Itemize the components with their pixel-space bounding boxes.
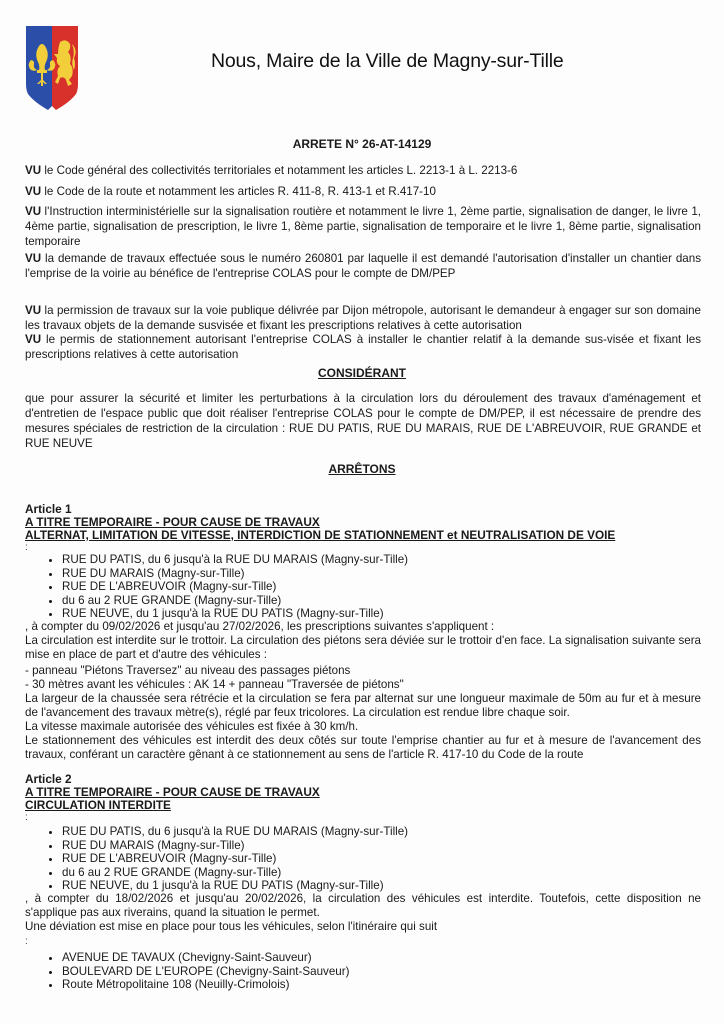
route-item: • AVENUE DE TAVAUX (Chevigny-Saint-Sauveur) [62, 951, 349, 965]
article2-street-list [46, 825, 408, 893]
vu-clause [25, 303, 701, 333]
article2-deviation: Une déviation est mise en place pour tous les véhicules, selon l'itinéraire qui suit [25, 920, 438, 933]
vu-clause [25, 163, 701, 178]
arrete-number: ARRETE N° 26-AT-14129 [292, 137, 432, 151]
vu-clause [25, 204, 701, 249]
vu-text: l'Instruction interministérielle sur la signalisation routière et notamment le livre 1, 2ème partie, signalisation de danger, le livre 1, 4ème partie, signalisation de prescription, le livre 1, 8ème partie, signalisation de temporaire et le livre 1, 8ème partie, signalisation temporaire [25, 205, 701, 248]
article2-colon2: : [25, 936, 28, 947]
article1-alternat: La largeur de la chaussée sera rétrécie et la circulation se fera par alternat sur une longueur maximale de 50m au fur et à mesure de l'avancement des travaux mètre(s), réglé par feux tricolores. La circulation est rendue libre chaque soir. [25, 692, 701, 719]
route-item: • Route Métropolitaine 108 (Neuilly-Crimolois) [62, 978, 349, 992]
considerant-text: que pour assurer la sécurité et limiter les perturbations à la circulation lors du déroulement des travaux d'aménagement et d'entretien de l'espace public que doit réaliser l'entreprise COLAS pour le compte de DM/PEP, il est nécessaire de prendre des mesures spéciales de restriction de la circulation : RUE DU PATIS, RUE DU MARAIS, RUE DE L'ABREUVOIR, RUE GRANDE et RUE NEUVE [25, 392, 701, 450]
vu-prefix: VU [25, 304, 42, 317]
article1-pedestrian: La circulation est interdite sur le trottoir. La circulation des piétons sera déviée sur le trottoir d'en face. La signalisation suivante sera mise en place de part et d'autre des véhicules : [25, 634, 701, 661]
article2-measures: CIRCULATION INTERDITE [25, 798, 171, 812]
article1-street-list [46, 553, 408, 621]
vu-text: la permission de travaux sur la voie publique délivrée par Dijon métropole, autorisant le demandeur à engager sur son domaine les travaux objets de la demande susvisée et fixant les prescriptions relatives à cette autorisation [25, 304, 701, 332]
street-item: • du 6 au 2 RUE GRANDE (Magny-sur-Tille) [62, 866, 408, 880]
vu-prefix: VU [25, 205, 42, 218]
vu-prefix: VU [25, 164, 42, 177]
article1-sign2: - 30 mètres avant les véhicules : AK 14 + panneau "Traversée de piétons" [25, 678, 404, 691]
vu-text: la demande de travaux effectuée sous le numéro 260801 par laquelle il est demandé l'autorisation d'installer un chantier dans l'emprise de la voirie au bénéfice de l'entreprise COLAS pour le compte de DM/PEP [25, 252, 701, 280]
street-item: • RUE DE L'ABREUVOIR (Magny-sur-Tille) [62, 580, 408, 594]
vu-clause [25, 184, 701, 199]
street-item: • RUE DU MARAIS (Magny-sur-Tille) [62, 567, 408, 581]
street-item: • RUE DE L'ABREUVOIR (Magny-sur-Tille) [62, 852, 408, 866]
street-item: • RUE DU PATIS, du 6 jusqu'à la RUE DU MARAIS (Magny-sur-Tille) [62, 825, 408, 839]
article1-subtitle: A TITRE TEMPORAIRE - POUR CAUSE DE TRAVAUX [25, 515, 320, 529]
arretons-heading: ARRÊTONS [328, 462, 396, 476]
article2-dates: , à compter du 18/02/2026 et jusqu'au 20/02/2026, la circulation des véhicules est interdite. Toutefois, cette disposition ne s'applique pas aux riverains, quand la situation le permet. [25, 892, 701, 919]
article1-dates: , à compter du 09/02/2026 et jusqu'au 27/02/2026, les prescriptions suivantes s'appliquent : [25, 620, 495, 633]
vu-text: le Code de la route et notamment les articles R. 411-8, R. 413-1 et R.417-10 [41, 185, 436, 198]
article2-title: Article 2 [25, 772, 72, 786]
article1-speed: La vitesse maximale autorisée des véhicules est fixée à 30 km/h. [25, 720, 359, 733]
article1-title: Article 1 [25, 502, 72, 516]
coat-of-arms-icon [24, 24, 80, 112]
street-item: • du 6 au 2 RUE GRANDE (Magny-sur-Tille) [62, 594, 408, 608]
vu-prefix: VU [25, 252, 42, 265]
article1-sign1: - panneau "Piétons Traversez" au niveau des passages piétons [25, 664, 351, 677]
street-item: • RUE DU MARAIS (Magny-sur-Tille) [62, 839, 408, 853]
article2-colon: : [25, 812, 28, 823]
street-item: • RUE NEUVE, du 1 jusqu'à la RUE DU PATIS (Magny-sur-Tille) [62, 879, 408, 893]
vu-clause [25, 251, 701, 281]
vu-text: le Code général des collectivités territoriales et notamment les articles L. 2213-1 à L. 2213-6 [41, 164, 518, 177]
mayor-heading: Nous, Maire de la Ville de Magny-sur-Tille [211, 50, 564, 72]
route-item: • BOULEVARD DE L'EUROPE (Chevigny-Saint-Sauveur) [62, 965, 349, 979]
article1-measures: ALTERNAT, LIMITATION DE VITESSE, INTERDICTION DE STATIONNEMENT et NEUTRALISATION DE VOIE [25, 528, 616, 542]
vu-prefix: VU [25, 333, 42, 346]
article1-parking: Le stationnement des véhicules est interdit des deux côtés sur toute l'emprise chantier au fur et à mesure de l'avancement des travaux, conférant un caractère gênant à ce stationnement au sens de l'article R. 417-10 du Code de la route [25, 734, 701, 761]
vu-clause [25, 332, 701, 362]
vu-text: le permis de stationnement autorisant l'entreprise COLAS à installer le chantier relatif à la demande sus-visée et fixant les prescriptions relatives à cette autorisation [25, 333, 701, 361]
article2-subtitle: A TITRE TEMPORAIRE - POUR CAUSE DE TRAVAUX [25, 785, 320, 799]
street-item: • RUE NEUVE, du 1 jusqu'à la RUE DU PATIS (Magny-sur-Tille) [62, 607, 408, 621]
considerant-heading: CONSIDÉRANT [317, 366, 406, 380]
article1-colon: : [25, 542, 28, 553]
street-item: • RUE DU PATIS, du 6 jusqu'à la RUE DU MARAIS (Magny-sur-Tille) [62, 553, 408, 567]
deviation-route-list [46, 951, 349, 992]
vu-prefix: VU [25, 185, 42, 198]
